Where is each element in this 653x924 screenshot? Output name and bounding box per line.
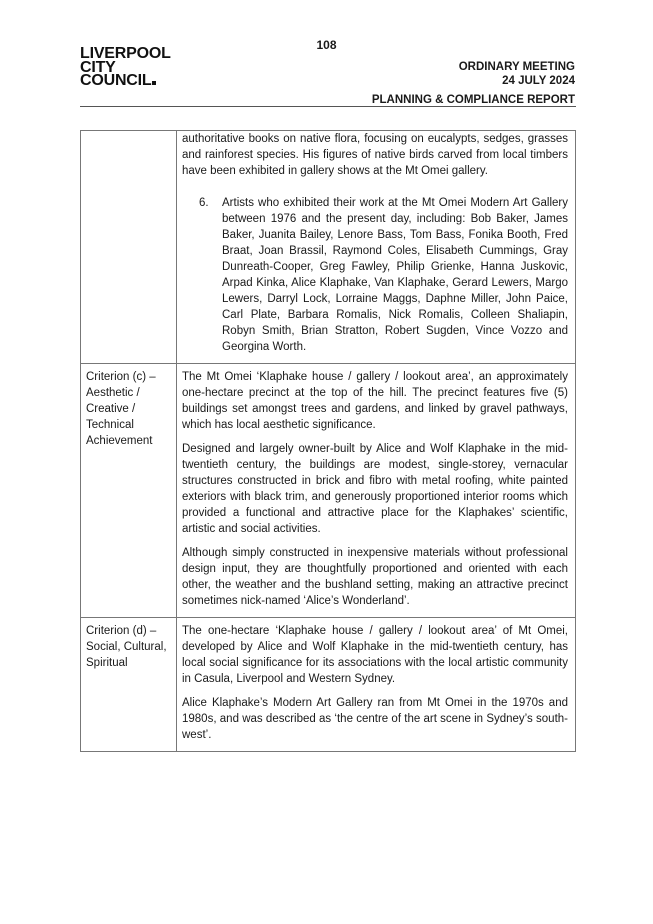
criterion-c-label-line: Aesthetic /	[86, 387, 140, 399]
continuation-paragraph: authoritative books on native flora, focusing on eucalypts, sedges, grasses and rainforest species. His figures of native birds carved from local timbers have been exhibited in gallery shows at the Mt Omei gallery.	[182, 133, 568, 177]
meeting-date: 24 JULY 2024	[502, 75, 575, 87]
report-title: PLANNING & COMPLIANCE REPORT	[371, 94, 575, 106]
criterion-c-paragraph: Designed and largely owner-built by Alice and Wolf Klaphake in the mid-twentieth century, the buildings are modest, single-storey, vernacular structures constructed in brick and fibro with metal roofing, white painted exteriors with black trim, and generously proportioned interior rooms which provided a functional and attractive place for the Klaphakes’ scientific, artistic and social activities.	[182, 443, 568, 535]
criterion-c-body	[177, 364, 576, 618]
criteria-table	[80, 130, 576, 752]
logo-line-council: COUNCIL	[80, 72, 152, 89]
meeting-title: ORDINARY MEETING	[458, 61, 575, 73]
list-item-text: Artists who exhibited their work at the Mt Omei Modern Art Gallery between 1976 and the present day, including: Bob Baker, James Baker, Juanita Bailey, Lenore Bass, Tom Bass, Fonika Booth, Fred Braat, Joan Brassil, Raymond Coles, Elisabeth Cummings, Gray Dunreath-Cooper, Greg Fawley, Philip Grienke, Hanna Juskovic, Arpad Kinka, Alice Klaphake, Van Klaphake, Gerard Lewers, Margo Lewers, Darryl Lock, Lorraine Maggs, Daphne Miller, John Paice, Carl Plate, Barbara Romalis, Nick Romalis, Colleen Shaliapin, Robyn Smith, Brian Stratton, Robert Sugden, Vince Vozzo and Georgina Worth.	[222, 197, 568, 353]
criterion-c-label-line: Creative /	[86, 403, 136, 415]
row1-body-cell	[177, 131, 576, 364]
criterion-d-label-line: Spiritual	[86, 657, 128, 669]
criterion-d-label-line: Social, Cultural,	[86, 641, 167, 653]
council-logo	[80, 47, 171, 88]
logo-line-liverpool: LIVERPOOL	[80, 45, 171, 62]
criterion-c-label-line: Technical	[86, 419, 134, 431]
table-row	[81, 131, 576, 364]
criterion-c-label-line: Achievement	[86, 435, 153, 447]
row1-label-cell	[81, 131, 177, 364]
list-item	[199, 195, 568, 355]
list-item-number: 6.	[199, 197, 209, 209]
logo-dot-icon	[152, 81, 156, 85]
criterion-c-paragraph: The Mt Omei ‘Klaphake house / gallery / lookout area’, an approximately one-hectare precinct at the top of the hill. The precinct features five (5) buildings set amongst trees and gardens, and linked by gravel pathways, which has local aesthetic significance.	[182, 371, 568, 431]
header-divider	[80, 106, 576, 107]
criterion-c-label	[81, 364, 177, 618]
table-row	[81, 618, 576, 752]
criterion-c-label-line: Criterion (c) –	[86, 371, 156, 383]
report-header	[372, 60, 575, 107]
criterion-d-paragraph: Alice Klaphake’s Modern Art Gallery ran from Mt Omei in the 1970s and 1980s, and was described as ‘the centre of the art scene in Sydney’s south-west’.	[182, 697, 568, 741]
criterion-c-paragraph: Although simply constructed in inexpensive materials without professional design input, they are thoughtfully proportioned and oriented with each other, the weather and the bushland setting, making an attractive precinct sometimes nick-named ‘Alice’s Wonderland’.	[182, 547, 568, 607]
criterion-d-body	[177, 618, 576, 752]
criterion-d-label	[81, 618, 177, 752]
table-row	[81, 364, 576, 618]
logo-line-city: CITY	[80, 58, 116, 76]
criterion-d-paragraph: The one-hectare ‘Klaphake house / gallery / lookout area’ of Mt Omei, developed by Alice and Wolf Klaphake in the mid-twentieth century, has local social significance for its associations with the local artistic community in Casula, Liverpool and Western Sydney.	[182, 625, 568, 685]
criterion-d-label-line: Criterion (d) –	[86, 625, 157, 637]
logo-line-council-row	[80, 74, 171, 88]
page-number: 108	[316, 38, 337, 52]
